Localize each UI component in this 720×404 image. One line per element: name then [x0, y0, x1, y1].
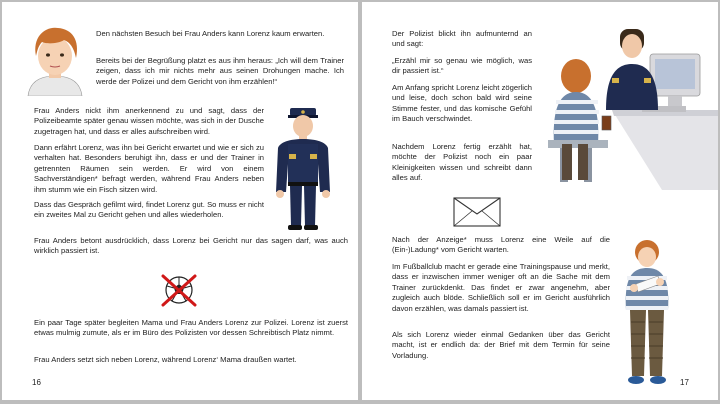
paragraph: Dann erfährt Lorenz, was ihn bei Gericht erwartet und wie er sich zu verhalten hat. Besonders beruhigt ihn, dass er und der Trainer in getrennten Räumen sein werden. Er wird von einem Sachverständigen* befragt werden, während Frau Anders neben ihm stumm wie ein Fisch sitzen wird. — [34, 143, 264, 194]
paragraph: Frau Anders setzt sich neben Lorenz, während Lorenz‘ Mama draußen wartet. — [34, 355, 297, 364]
paragraph: Dass das Gespräch gefilmt wird, findet Lorenz gut. So muss er nicht ein zweites Mal zu Gericht gehen und alles wiederholen. — [34, 200, 264, 220]
page-left — [2, 2, 358, 400]
paragraph: Der Polizist blickt ihn aufmunternd an und sagt: — [392, 29, 532, 49]
boy-holding-letter — [612, 238, 682, 388]
page-number: 17 — [680, 378, 689, 387]
envelope-icon — [452, 194, 502, 228]
page-number: 16 — [32, 378, 41, 387]
paragraph: Am Anfang spricht Lorenz leicht zögerlich und leise, doch schon bald wird seine Stimme fester, und das komische Gefühl im Bauch verschwindet. — [392, 83, 532, 124]
police-desk-scene — [542, 24, 718, 190]
paragraph: Frau Anders betont ausdrücklich, dass Lorenz bei Gericht nur das sagen darf, was auch wirklich passiert ist. — [34, 236, 348, 256]
paragraph: Nach der Anzeige* muss Lorenz eine Weile auf die (Ein-)Ladung* vom Gericht warten. — [392, 235, 610, 255]
paragraph: Im Fußballclub macht er gerade eine Trainingspause und merkt, dass er inzwischen immer weniger oft an die Sache mit dem Trainer zurückdenkt. Das findet er zwar angenehm, aber zugleich auch blöde. Schließlich soll er im Gericht ausführlich davon erzählen, was damals passiert ist. — [392, 262, 610, 313]
paragraph: Bereits bei der Begrüßung platzt es aus ihm heraus: „Ich will dem Trainer zeigen, dass ich mir nichts mehr aus seinen Drohungen mache. Ich werde der Polizei und dem Gericht von ihm erzählen!“ — [96, 56, 344, 86]
paragraph: Ein paar Tage später begleiten Mama und Frau Anders Lorenz zur Polizei. Lorenz ist zuerst etwas mulmig zumute, als er im Büro des Polizisten vor dessen Schreibtisch Platz nimmt. — [34, 318, 348, 338]
crossed-out-football-icon — [160, 272, 198, 308]
paragraph: Frau Anders nickt ihm anerkennend zu und sagt, dass der Polizeibeamte später genau wissen möchte, was sich in der Dusche zugetragen hat, und dass er alles aufschreiben wird. — [34, 106, 264, 136]
police-officer — [270, 104, 336, 232]
paragraph: Nachdem Lorenz fertig erzählt hat, möchte der Polizist noch ein paar Kleinigkeiten wissen und schreibt dann alles auf. — [392, 142, 532, 183]
page-right — [362, 2, 718, 400]
boy-portrait — [24, 22, 86, 96]
paragraph: Als sich Lorenz wieder einmal Gedanken über das Gericht macht, ist er endlich da: der Brief mit dem Termin für seine Vorladung. — [392, 330, 610, 360]
paragraph: Den nächsten Besuch bei Frau Anders kann Lorenz kaum erwarten. — [96, 29, 325, 38]
paragraph: „Erzähl mir so genau wie möglich, was dir passiert ist.“ — [392, 56, 532, 76]
